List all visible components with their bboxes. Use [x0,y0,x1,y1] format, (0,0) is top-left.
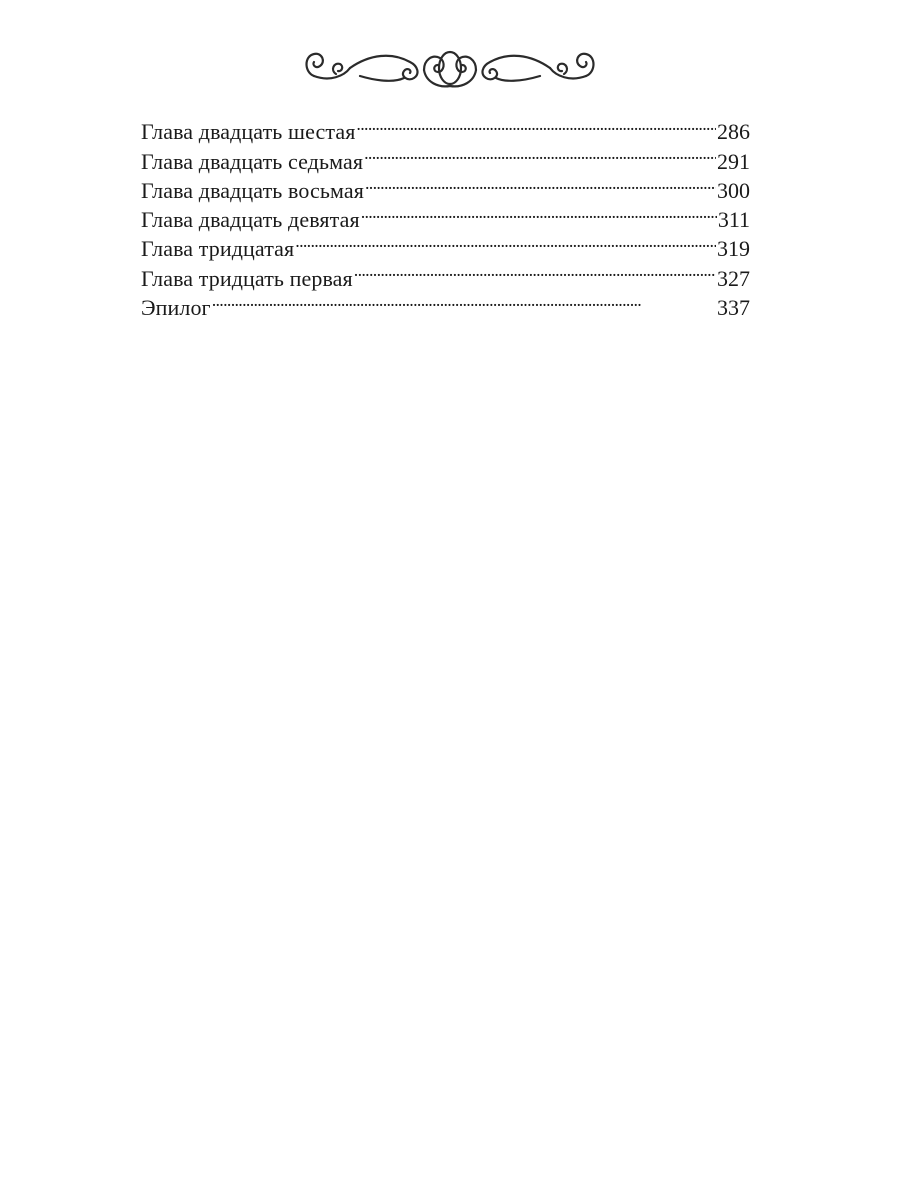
toc-entry-page: 319 [717,236,750,262]
toc-entry-title: Глава двадцать девятая [141,207,360,233]
toc-entry-page: 337 [717,295,750,321]
toc-entry-page: 286 [717,119,750,145]
toc-entry-page: 311 [717,207,750,233]
dot-leader [365,169,716,198]
toc-entry-title: Глава тридцать первая [141,265,353,291]
toc-entry[interactable] [141,110,750,145]
toc-entry-page: 300 [717,177,750,203]
dot-leader [295,227,716,256]
dot-leader [361,198,717,227]
toc-entry-title: Глава двадцать восьмая [141,177,364,203]
toc-entry-page: 327 [717,265,750,291]
dot-leader [212,286,716,315]
toc-entry-title: Глава тридцатая [141,236,295,262]
toc-entry-title: Глава двадцать седьмая [141,148,364,174]
flourish-divider-icon [300,40,600,96]
toc-entry-page: 291 [717,148,750,174]
dot-leader [354,256,716,285]
dot-leader [364,139,716,168]
dot-leader [356,110,716,139]
toc-entry-title: Эпилог [141,295,211,321]
toc-entry[interactable] [141,286,750,321]
table-of-contents [141,110,750,321]
toc-entry-title: Глава двадцать шестая [141,119,356,145]
